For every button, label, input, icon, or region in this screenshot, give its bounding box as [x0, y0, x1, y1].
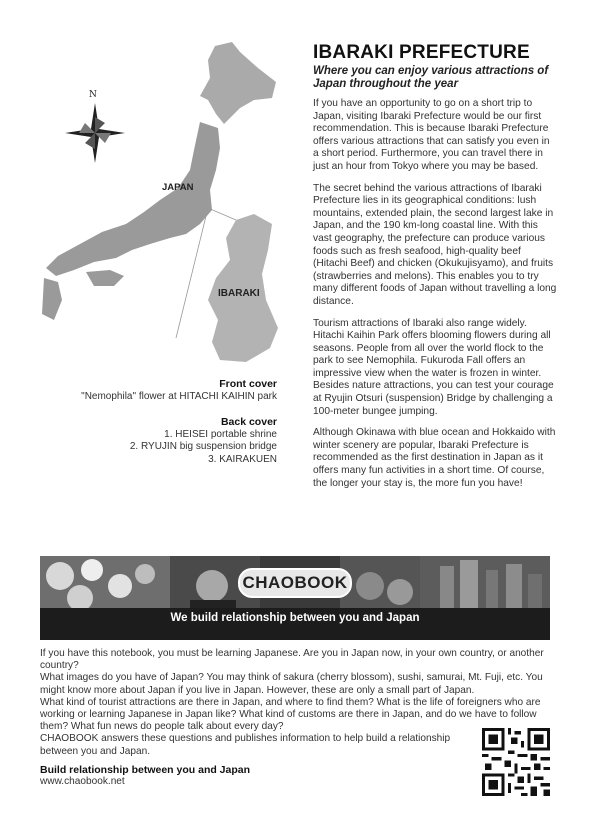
article-title: IBARAKI PREFECTURE [313, 42, 530, 63]
front-cover-desc: "Nemophila" flower at HITACHI KAIHIN park [81, 390, 277, 402]
intro-line: CHAOBOOK answers these questions and publishes information to help build a relationship between you and Japan. [40, 733, 451, 757]
website-link[interactable]: www.chaobook.net [40, 776, 125, 788]
back-cover-item: 3. KAIRAKUEN [208, 453, 277, 465]
article-paragraph: Although Okinawa with blue ocean and Hokkaido with winter scenery are popular, Ibaraki Prefecture is recommended as the first destination in Japan as it offers many fun activities in a short time. Of course, the longer your stay is, the more fun you have! [313, 427, 556, 489]
chaobook-logo: CHAOBOOK [238, 568, 352, 598]
japan-map [40, 38, 285, 368]
front-cover-title: Front cover [219, 378, 277, 390]
qr-code-icon[interactable] [482, 728, 550, 796]
japan-label: JAPAN [162, 182, 194, 193]
intro-line: If you have this notebook, you must be learning Japanese. Are you in Japan now, in your own country, or another country? [40, 648, 544, 672]
intro-text [40, 648, 550, 788]
compass-rose-icon [65, 90, 125, 163]
article [313, 42, 557, 499]
front-cover-caption [37, 378, 277, 403]
back-cover-item: 2. RYUJIN big suspension bridge [129, 441, 277, 452]
back-cover-title: Back cover [220, 416, 277, 428]
intro-line: What kind of tourist attractions are there in Japan, and where to find them? What is the life of foreigners who are working or learning Japanese in Japan like? What kind of customs are there in Japan, and do we have to follow them? What fun news do people talk about every day? [40, 696, 541, 733]
back-cover-caption [37, 416, 277, 466]
svg-text:N: N [89, 90, 97, 100]
build-relationship-heading: Build relationship between you and Japan [40, 763, 251, 776]
intro-line: What images do you have of Japan? You may think of sakura (cherry blossom), sushi, samurai, Mt. Fuji, etc. You might know more about Japan if you live in Japan. However, these are only a small part of Japan. [40, 672, 543, 696]
article-paragraph: If you have an opportunity to go on a short trip to Japan, visiting Ibaraki Prefecture would be our first recommendation. This is because Ibaraki Prefecture offers various attractions that can satisfy you even in a short period. Furthermore, you can travel there in just an hour from Tokyo where you may be based. [313, 98, 550, 172]
article-paragraph: Tourism attractions of Ibaraki also range widely. Hitachi Kaihin Park offers blooming flowers during all seasons. People from all over the world flock to the park to see Nemophila. Fukuroda Fall offers an impressive view when the water is frozen in winter. Besides nature attractions, you can test your courage at Ryujin Otsuri (suspension) Bridge by challenging a 100-meter bungee jumping. [313, 317, 554, 417]
article-subtitle: Where you can enjoy various attractions of Japan throughout the year [313, 65, 549, 90]
back-cover-item: 1. HEISEI portable shrine [164, 428, 277, 440]
ibaraki-label: IBARAKI [218, 288, 260, 299]
article-paragraph: The secret behind the various attractions of Ibaraki Prefecture lies in its geographical conditions: lush mountains, extended plain, the second largest lake in Japan, and the 190 km-long coastal line. With this vast geography, the prefecture can produce various foods such as fresh seafood, high-quality beef (Hitachi Beef) and chicken (Okukujisyamo), and fruits (strawberries and melons). This enables you to try many different foods of Japan without travelling a long distance. [313, 182, 557, 307]
banner-tagline: We build relationship between you and Japan [170, 612, 420, 624]
photo-banner [40, 556, 550, 640]
